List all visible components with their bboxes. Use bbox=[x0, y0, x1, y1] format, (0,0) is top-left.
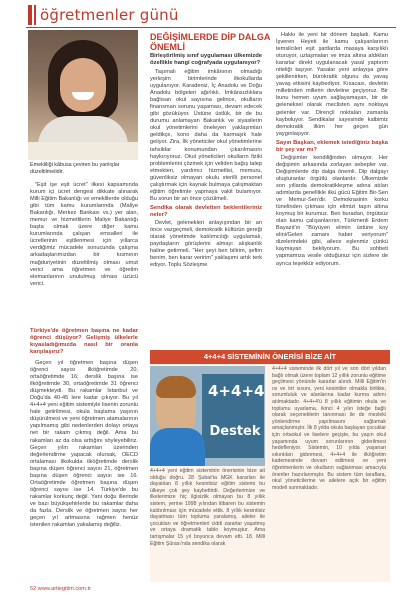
box-title: 4+4+4 SİSTEMİNİN ÖNERİSİ BİZE AİT bbox=[150, 350, 390, 364]
box-column-a: 4+4+4 yeni eğitim sisteminin önerisinin bize ait olduğu doğru. 28 Şubat'ta MGK kararları ile dayatılan 8 yıllık kesintisiz eğitim sistemi bu ülkeye çok şey kaybettirdi. Değerlerimize ve ilkelerimize hiç ilgisizlik olmayan bu 8 yıllık sistem, yerine 1998 yılından itibaren bu sistemin kaldırılması için mücadele ettik. 8 yıllık kesintisiz dayatması tüm toplumu yaralamış, aileler ile çocukları ve öğretmenleri ciddi zararlar yaşatmış ve ortaya dramatik tablo koymuştur. Ama tartışmalar 15 yıl boyunca devam etti. 18. Milli Eğitim Şûrası'nda sendika olarak bbox=[150, 468, 265, 547]
question-heading: Sayın Başkan, eklemek istediğiniz başka bir şey var mı? bbox=[276, 139, 388, 153]
photo-caption: Emekliliği kâbusa çeviren bu yanlışlar düzeltilmelidir. bbox=[30, 162, 120, 175]
question-heading: Sendika olarak devletten beklentileriniz neler? bbox=[150, 204, 262, 218]
question-heading: Birleştirilmiş sınıf uygulaması ülkemizde özellikle hangi coğrafyada uygulanıyor? bbox=[150, 53, 262, 66]
board-label-text: Destek bbox=[209, 424, 261, 439]
header-accent-bar bbox=[28, 5, 32, 25]
col2-paragraph-1: Taşımalı eğitim imkânının olmadığı yerleşim birimlerinde ilkokullarda uygulanıyor. Karadeniz, İç Anadolu ve Doğu Anadolu bölgeleri ağırlıklı. İmkânsızlıklara bağlısan okul sayısına gelince, okulların finansman sorunu yaşaması, devam edecek gibi gözüküyor. Üstüne üstlük, bir de bu durumu anlamayan Bakanlık ve siyasilerin okul yönetimlerini öneleyen yaklaşımları geldikçe, kono daha da karmaşık hale geliyor. Zira, İlk yöneticiler okul yönetimlerine tahsildar konumundan çıkarılmasını haykırıyoruz. Okul yöneticileri okulların fiziki problemlerini çözmek için veliden bağış talep etmekten, yardımcı hizmetlisi, memuru, güvenliksiz olmayan okulu sterilli personel çalıştırmak için kaynak bulmaya çalışmaktan eğitim öğretimle yapmaya vakit bulamıyor. Bu sorun bir an önce çözülmeli. bbox=[150, 69, 262, 202]
student-photo bbox=[150, 366, 265, 466]
column-3 bbox=[276, 32, 388, 269]
col2-paragraph-2: Devlet, gelenekleri anlayışından bir an önce vazgeçmeli, demokratik kültürün gereği olarak yönetimde katılımcılığı uygulamalı, paydaşların görüşlerini almayı alışkanlık haline getirmeli. "Her şeyi ben bilirim, şefim benim, ben karar veririm" yaklaşımı artık terk ediyor. Toplu Sözleşme bbox=[150, 219, 262, 269]
girl-photo bbox=[28, 30, 138, 160]
col1-paragraph-1: "Eşit işe eşit ücret" ilkesi kapsamında kurum içi ücret dengesi dikkate alınarak Milli Eğitim Bakanlığı ve emeklilerde olduğu gibi tüm kamu kurumlarında (Maliye Bakanlığı, Merkez Bankası vs.) yer alan, memur ve hizmetlilerin Maliye Bakanlığı başta olmak üzere diğer kamu kurumlarında çalışan emsalleri ile ücretlerinin eşitlenmesi için yıllarca verdiğimiz mücadele sonucunda çalışma arkadaşlarımızdan bir kısmının mağduriyetinin düzeltilmiş olması umut verici ama öğretmen ve öğretim elemanlarının unutulmuş olması üzücü verici. bbox=[30, 182, 138, 287]
col3-paragraph-1: Hakkı ile yeni bir dönem başladı. Kamu İşveren Heyeti ile kamu çalışanlarının temsilcileri eşit şartlarda masaya karşılıklı oturuyor, uzlaşmaları ve imza altına aldıkları kararlar direkt uygulanacak yasal yaptırım niteliği taşıyor. Yasalar yeni anlayışa göre şekillenirken, bürokratik olgunu da yavaş yavaş etkisini kaybediyor. Kısacası, devletin milletinden millerin devletine geçiyoruz. Bir bunu hemen uyum sağlayamayan, bir de geleneksel olarak meclisten aynı noktaya gelenler var. Dirençli noktaları zamanla kayboluyor. Sendikalar sayesinde kalbimiz demokratik ilkim her geçen gün yaygınlaşıyor. bbox=[276, 32, 388, 137]
box-column-b: 4+4+4 sisteminde ilk dört yıl ve son dört yıldan bağlı olmak üzere toplam 12 yıllık zorunlu eğitime geçilmesi yönünde kararlar alındı. Milli Eğitim'in ısı ve ört ısısını, yeni kesintiler olmakla birlikte, sorumluluk ve alanlarına kadar kurma adımı atılmaktadır. 4+4+4'ü 8 yıllık eğitimin okula ve toplumu uyarlama, ikinci 4 yılın isteğe bağlı olarak seçeneklerin tanınması ile de mesleki yönlendirme yapılmasını sağlamak amaçlanmıştır. İlk 8 yılda okula başlayan çocuklar için ortaokul ve liselere geçişte, bu yaşın okul yaşamında uyum sorunlarının giderilmesi hedefleniyor. Sistemin, 10 yılda yaşanan sıkıntıları gidermesi, 4+4+4 ile ilköğretim kademesinde devam edilmesi ve yeni öğretmenlerin ve okulların sağlanması amacıyla öneriler hazırlanmıştır. Bu sistem tüm taraflara, okul yöneticilerine ve ailelere açık bir eğitim modeli sunmaktadır. bbox=[272, 366, 386, 491]
header-accent-bar-thin bbox=[34, 5, 36, 25]
question-heading: Türkiye'de öğretmen başına ne kadar öğrenci düşüyor? Gelişmiş ülkelerle kıyasladığımızda nasıl bir oranla karşılaşırız? bbox=[30, 328, 138, 355]
board-number-text: 4+4+4 bbox=[208, 382, 265, 400]
col3-paragraph-2: Değişimler kendiliğinden olmuyor. Her değişimin arkasında zorlayan sebepler var. Değişimlerde dip dalga önemli. Dip dalgayı oluşturanlar örgütlü olanlardır. Ülkemizde son yıllarda demokratikleşme adına atılan adımlarda genellikle ilkü gücü Eğitim Bir-Sen ve Memur-Sen'dir. Demokrasinin korku tünelinden çıkması için elimizi taşın altına koymuş bir kurumuz. Ben buradan, örgütsüz olan kamu çalışanlarının, Türkmenli Erdem Bayazıt'ın "Büyüyen elimin üstüne koy elini/Gelen zamanı haber veriyorum" dizelerindeki gibi, ailece eşlenmiz çünkü kaymayan bekliyorum. Bu sohbeti yapmamıza vesile olduğunuz için sizlere de ayrıca teşekkür ediyorum. bbox=[276, 154, 388, 267]
column-2 bbox=[150, 53, 262, 270]
col1-paragraph-2: Geçen yıl öğretmen başına düşen öğrenci sayısı ilköğretimde 20, ortaöğretimde 16; derslik başına ise ilköğretimde 30, ortaöğretimde 31 öğrenci düşmekteydi. Bu rakamlar İstanbul ve Doğu'da 40-45 lere kadar çıkıyor. Bu yıl 4+4+4 yeni eğitim sistemiyle lisenin zorunlu hale getirilmesi, okula başlama yaşının düşürülmesi ve yeni öğretmen atamalarının yapılmamış gibi nedenlerden dolayı ortaya net bir rakam çıkmış değil. Ama bu rakamları az da olsa arttığını söyleyebiliriz. Geçen yılın rakamları üzerinden değerlendirme yapacak olursak, OECD ortalaması ilkokulda ilköğretimde derslik başına düşen öğrenci sayısı 21, öğretmen başına düşen öğrenci sayısı ise 16. Ortaöğretimde öğretmen başına düşen öğrenci sayısı ise 14. Türkiye'de bu rakamlar korkunç değil. Yani doğu illerinde ve bazı büyükşehirlerde bu rakamlar daha da fazla. Derslik ve öğretmen sayısı her geçen yıl artmasına rağmen henüz istenilen rakamları yakalamış değiliz. bbox=[30, 360, 138, 529]
section-title: öğretmenler günü bbox=[40, 6, 179, 24]
article-title: DEĞİŞİMLERDE DİP DALGA ÖNEMLİ bbox=[150, 32, 271, 52]
page-footer: 52 www.artiegitim.com.tr bbox=[30, 586, 91, 592]
page-header bbox=[0, 0, 410, 30]
header-divider bbox=[26, 27, 396, 28]
